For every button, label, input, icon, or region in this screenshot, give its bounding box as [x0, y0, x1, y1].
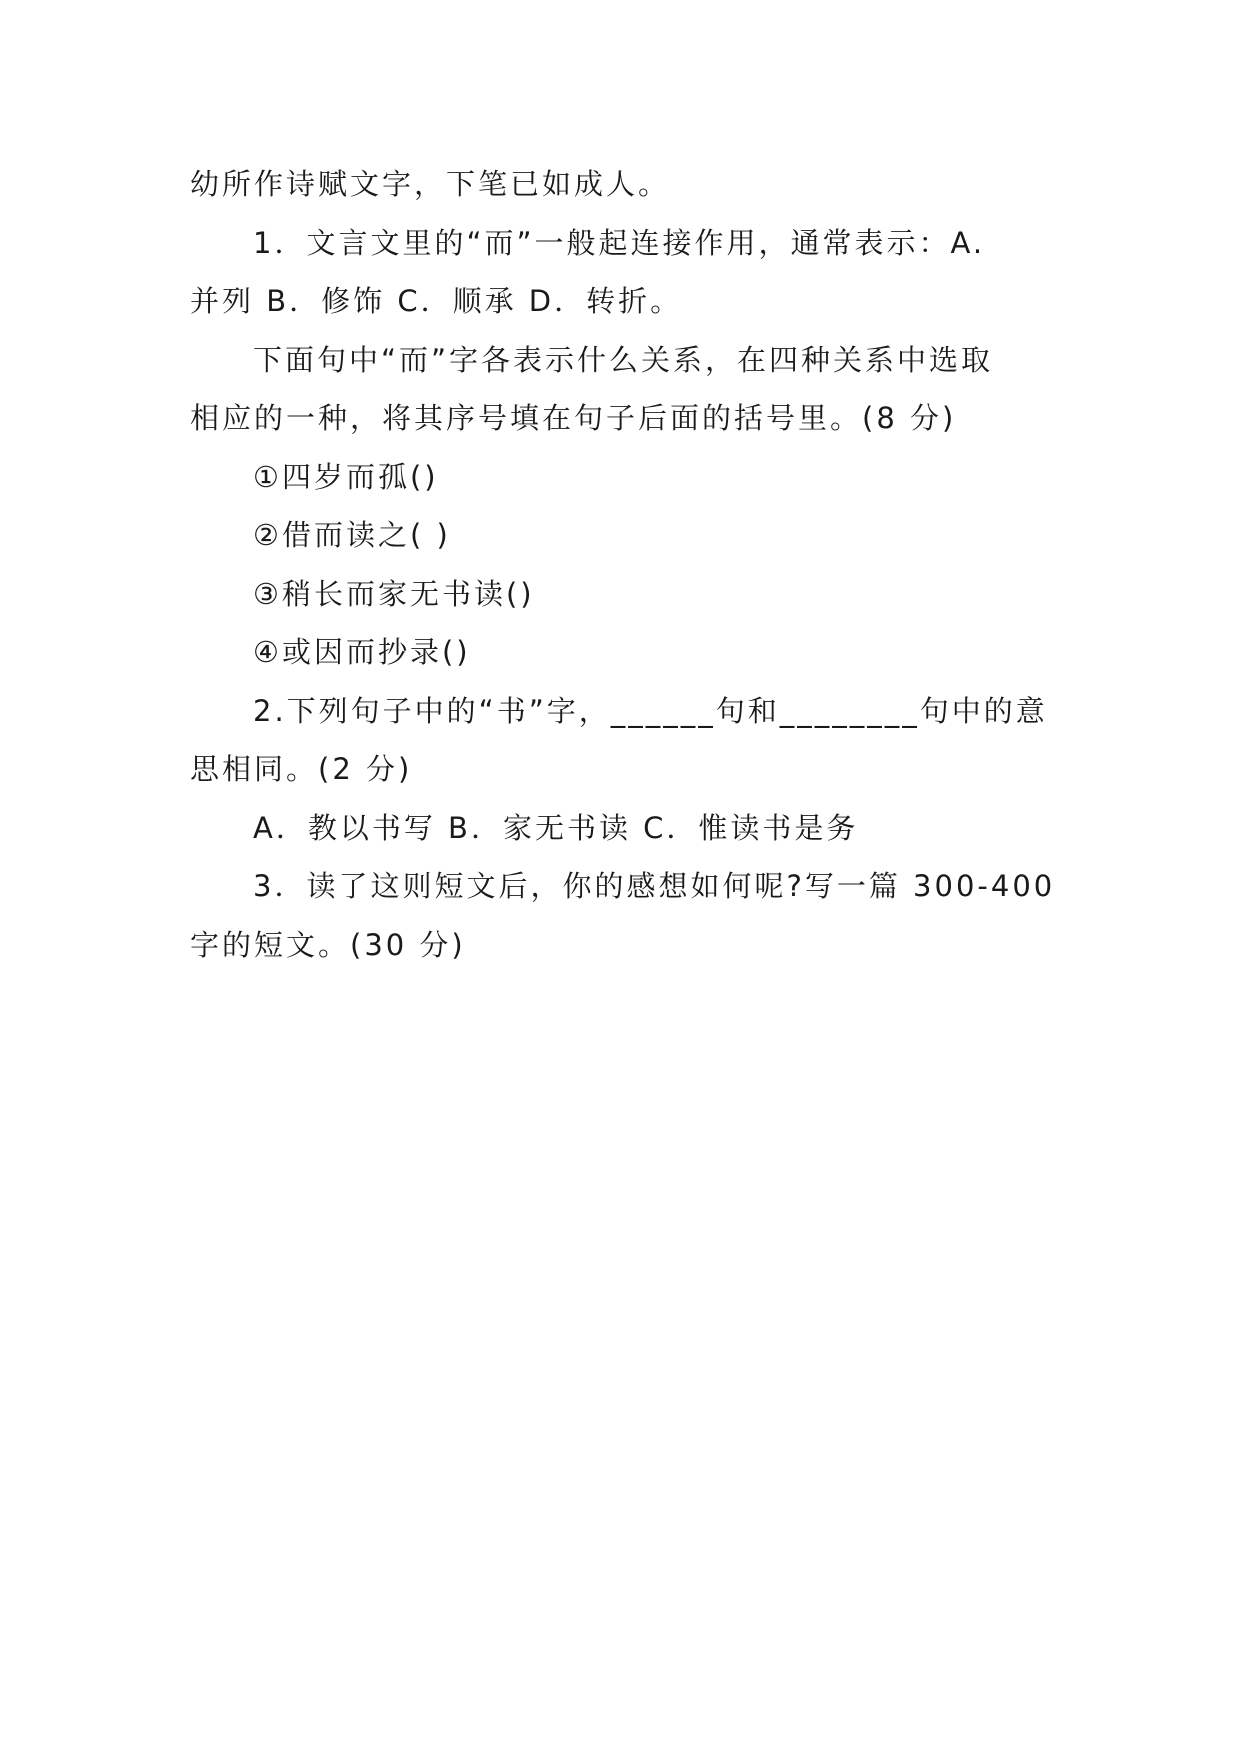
- question-1-item-1: ①四岁而孤(): [253, 459, 439, 494]
- question-2-cont: 思相同。(2 分): [190, 752, 413, 786]
- question-1-item-3: ③稍长而家无书读(): [253, 576, 535, 611]
- question-1-options: 并列 B．修饰 C．顺承 D．转折。: [190, 284, 683, 318]
- question-1-item-4: ④或因而抄录(): [253, 635, 471, 669]
- question-1-intro: 1．文言文里的“而”一般起连接作用，通常表示：A.: [253, 225, 986, 260]
- question-2-options: A．教以书写 B．家无书读 C．惟读书是务: [253, 810, 859, 845]
- question-2: 2.下列句子中的“书”字，______句和________句中的意: [253, 693, 1048, 728]
- question-1-item-2: ②借而读之( ): [253, 518, 451, 552]
- question-1-instruction-cont: 相应的一种，将其序号填在句子后面的括号里。(8 分): [190, 401, 957, 435]
- document-body: [190, 155, 1060, 974]
- question-3-cont: 字的短文。(30 分): [190, 927, 466, 962]
- question-3: 3．读了这则短文后，你的感想如何呢?写一篇 300-400: [253, 869, 1056, 903]
- text-line: 幼所作诗赋文字，下笔已如成人。: [190, 167, 671, 201]
- question-1-instruction: 下面句中“而”字各表示什么关系，在四种关系中选取: [253, 342, 994, 377]
